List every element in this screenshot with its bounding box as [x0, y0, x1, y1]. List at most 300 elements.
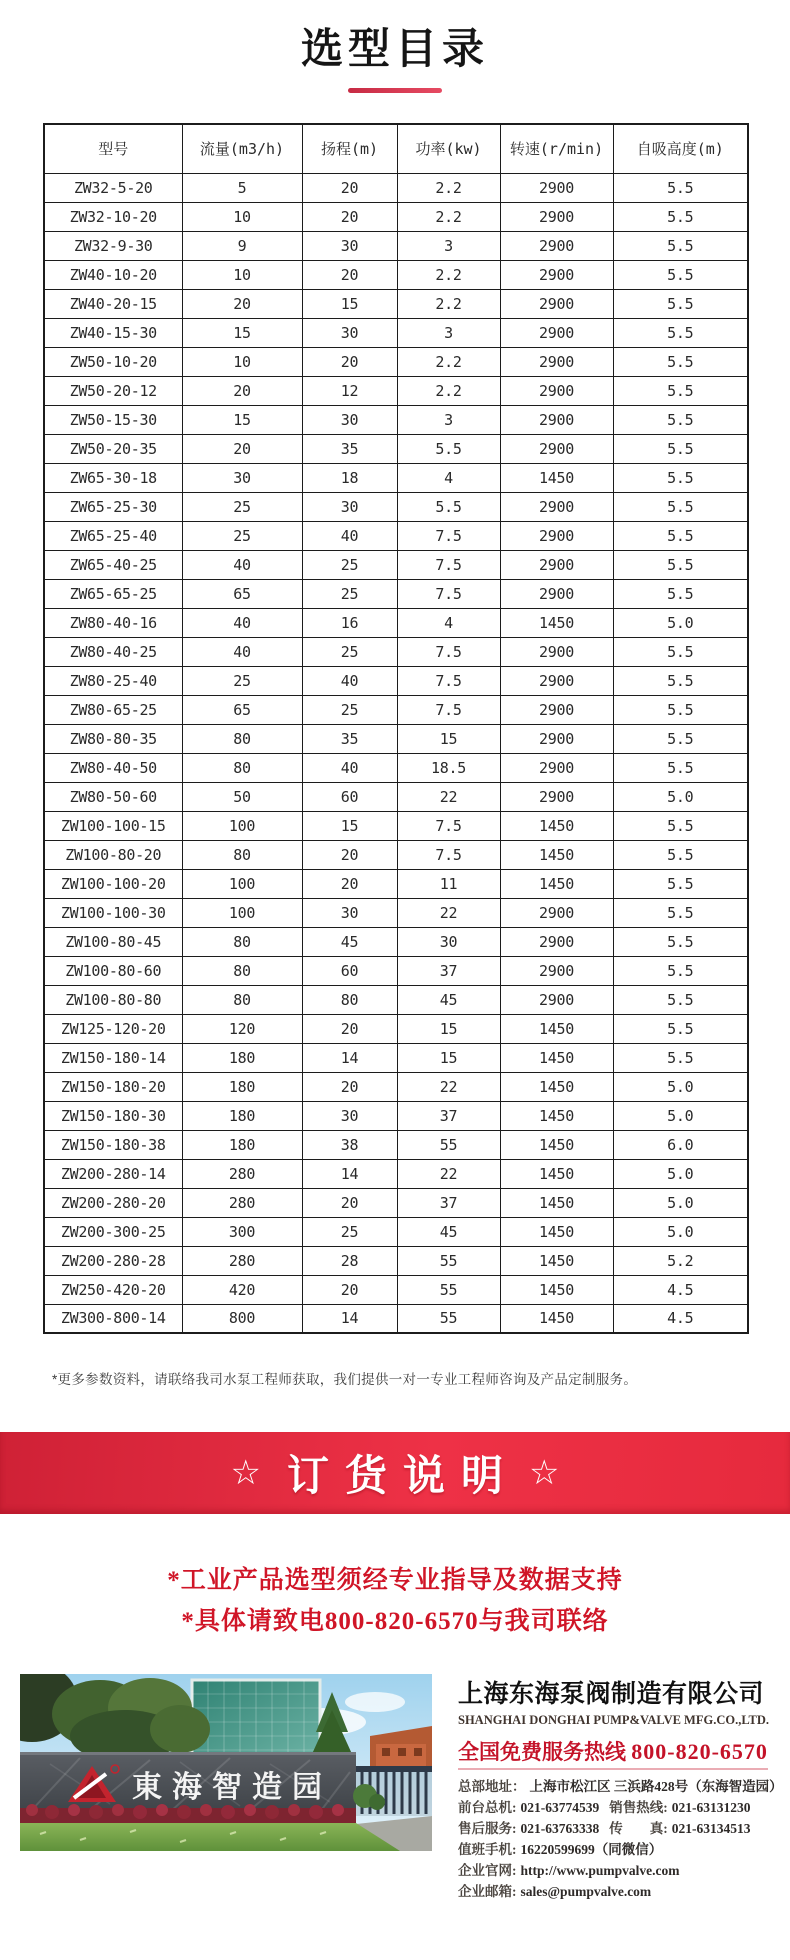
table-row: [44, 434, 748, 463]
cell-value: 50: [182, 782, 302, 811]
cell-value: 5.5: [613, 318, 748, 347]
cell-value: 5.5: [613, 463, 748, 492]
table-row: [44, 1246, 748, 1275]
cell-model: ZW80-40-50: [44, 753, 182, 782]
cell-value: 30: [397, 927, 500, 956]
cell-value: 55: [397, 1130, 500, 1159]
table-row: [44, 1072, 748, 1101]
cell-value: 4.5: [613, 1275, 748, 1304]
cell-value: 2900: [500, 666, 613, 695]
cell-value: 7.5: [397, 811, 500, 840]
star-icon: ☆: [230, 1454, 261, 1492]
cell-value: 28: [302, 1246, 397, 1275]
cell-value: 12: [302, 376, 397, 405]
contact-value: 021-63763338: [520, 1821, 600, 1836]
cell-value: 1450: [500, 1130, 613, 1159]
cell-value: 1450: [500, 1217, 613, 1246]
cell-value: 20: [302, 840, 397, 869]
cell-value: 80: [182, 956, 302, 985]
cell-value: 20: [302, 260, 397, 289]
cell-model: ZW100-100-20: [44, 869, 182, 898]
table-row: [44, 666, 748, 695]
cell-value: 180: [182, 1043, 302, 1072]
cell-value: 30: [302, 492, 397, 521]
cell-model: ZW80-65-25: [44, 695, 182, 724]
cell-model: ZW200-280-14: [44, 1159, 182, 1188]
cell-value: 5.5: [613, 434, 748, 463]
table-footnote: *更多参数资料，请联络我司水泵工程师获取，我们提供一对一专业工程师咨询及产品定制服务。: [52, 1372, 638, 1387]
cell-value: 40: [302, 753, 397, 782]
cell-value: 100: [182, 898, 302, 927]
service-hotline: [458, 1736, 768, 1770]
order-banner: [0, 1432, 790, 1514]
cell-value: 5.5: [613, 956, 748, 985]
selection-table-wrap: [43, 123, 747, 1334]
cell-value: 1450: [500, 1275, 613, 1304]
cell-value: 1450: [500, 608, 613, 637]
cell-value: 1450: [500, 1188, 613, 1217]
cell-value: 20: [182, 434, 302, 463]
cell-value: 15: [397, 724, 500, 753]
cell-model: ZW200-280-28: [44, 1246, 182, 1275]
cell-value: 100: [182, 869, 302, 898]
cell-value: 5.0: [613, 1188, 748, 1217]
cell-value: 5.5: [613, 840, 748, 869]
cell-value: 5.5: [613, 347, 748, 376]
cell-value: 5.5: [397, 434, 500, 463]
cell-value: 5.5: [613, 202, 748, 231]
cell-value: 40: [182, 608, 302, 637]
cell-value: 25: [302, 637, 397, 666]
cell-value: 2.2: [397, 202, 500, 231]
cell-value: 1450: [500, 1101, 613, 1130]
cell-value: 20: [302, 202, 397, 231]
company-photo: [20, 1674, 432, 1851]
cell-value: 15: [182, 405, 302, 434]
cell-model: ZW80-50-60: [44, 782, 182, 811]
cell-value: 10: [182, 260, 302, 289]
contact-value[interactable]: http://www.pumpvalve.com: [520, 1863, 680, 1878]
cell-value: 20: [302, 173, 397, 202]
company-name-en: SHANGHAI DONGHAI PUMP&VALVE MFG.CO.,LTD.: [458, 1713, 770, 1727]
cell-value: 2900: [500, 260, 613, 289]
cell-value: 5.5: [613, 1014, 748, 1043]
cell-model: ZW32-10-20: [44, 202, 182, 231]
column-header: 型号: [44, 124, 182, 173]
cell-value: 2900: [500, 550, 613, 579]
cell-value: 1450: [500, 1014, 613, 1043]
cell-value: 14: [302, 1043, 397, 1072]
cell-value: 5.0: [613, 1217, 748, 1246]
cell-value: 25: [302, 695, 397, 724]
cell-value: 2900: [500, 376, 613, 405]
cell-value: 45: [302, 927, 397, 956]
cell-value: 2900: [500, 434, 613, 463]
contact-value[interactable]: sales@pumpvalve.com: [520, 1884, 652, 1899]
cell-model: ZW200-300-25: [44, 1217, 182, 1246]
hotline-number: 800-820-6570: [631, 1739, 768, 1764]
cell-value: 300: [182, 1217, 302, 1246]
contact-label: 值班手机:: [458, 1842, 517, 1857]
cell-value: 5.5: [613, 260, 748, 289]
cell-value: 11: [397, 869, 500, 898]
cell-value: 3: [397, 318, 500, 347]
contact-label2: 销售热线:: [609, 1800, 668, 1815]
cell-value: 7.5: [397, 579, 500, 608]
table-row: [44, 608, 748, 637]
cell-value: 25: [302, 579, 397, 608]
cell-value: 420: [182, 1275, 302, 1304]
cell-value: 2900: [500, 782, 613, 811]
cell-value: 180: [182, 1101, 302, 1130]
cell-value: 1450: [500, 463, 613, 492]
cell-value: 2900: [500, 202, 613, 231]
table-row: [44, 579, 748, 608]
cell-value: 25: [302, 1217, 397, 1246]
cell-value: 1450: [500, 1072, 613, 1101]
cell-value: 37: [397, 956, 500, 985]
cell-model: ZW100-80-60: [44, 956, 182, 985]
cell-value: 5.5: [613, 231, 748, 260]
star-icon: ☆: [529, 1454, 560, 1492]
cell-value: 1450: [500, 1159, 613, 1188]
contact-line: [458, 1839, 780, 1860]
company-name: 上海东海泵阀制造有限公司: [458, 1680, 765, 1708]
cell-model: ZW32-9-30: [44, 231, 182, 260]
cell-value: 2900: [500, 927, 613, 956]
cell-value: 45: [397, 1217, 500, 1246]
cell-value: 5.5: [397, 492, 500, 521]
cell-value: 2900: [500, 405, 613, 434]
cell-model: ZW80-80-35: [44, 724, 182, 753]
cell-value: 7.5: [397, 695, 500, 724]
cell-model: ZW40-20-15: [44, 289, 182, 318]
column-header: 扬程(m): [302, 124, 397, 173]
cell-value: 5.5: [613, 376, 748, 405]
cell-model: ZW50-10-20: [44, 347, 182, 376]
cell-value: 25: [182, 521, 302, 550]
table-header-row: [44, 124, 748, 173]
contact-value: 021-63774539: [520, 1800, 600, 1815]
wall-text: 東海智造园: [132, 1771, 332, 1804]
cell-value: 10: [182, 202, 302, 231]
cell-value: 65: [182, 695, 302, 724]
cell-value: 37: [397, 1101, 500, 1130]
cell-value: 5.5: [613, 695, 748, 724]
contact-label2: 传 真:: [609, 1821, 668, 1836]
cell-value: 2.2: [397, 289, 500, 318]
cell-value: 30: [302, 405, 397, 434]
cell-value: 100: [182, 811, 302, 840]
cell-value: 280: [182, 1188, 302, 1217]
column-header: 流量(m3/h): [182, 124, 302, 173]
cell-value: 18: [302, 463, 397, 492]
table-row: [44, 1130, 748, 1159]
cell-model: ZW50-15-30: [44, 405, 182, 434]
cell-value: 25: [182, 492, 302, 521]
cell-value: 5.5: [613, 289, 748, 318]
table-row: [44, 753, 748, 782]
cell-value: 7.5: [397, 666, 500, 695]
cell-model: ZW300-800-14: [44, 1304, 182, 1333]
cell-model: ZW65-40-25: [44, 550, 182, 579]
contact-value: 16220599699（同微信）: [520, 1842, 663, 1857]
cell-value: 30: [182, 463, 302, 492]
cell-model: ZW40-10-20: [44, 260, 182, 289]
cell-value: 2900: [500, 579, 613, 608]
cell-model: ZW100-100-30: [44, 898, 182, 927]
cell-value: 65: [182, 579, 302, 608]
table-row: [44, 724, 748, 753]
cell-value: 2900: [500, 318, 613, 347]
cell-value: 14: [302, 1159, 397, 1188]
cell-value: 40: [302, 521, 397, 550]
contact-value: 上海市松江区 三浜路428号（东海智造园）: [529, 1779, 783, 1794]
cell-value: 280: [182, 1246, 302, 1275]
cell-value: 20: [182, 289, 302, 318]
contact-label: 前台总机:: [458, 1800, 517, 1815]
table-row: [44, 695, 748, 724]
cell-value: 38: [302, 1130, 397, 1159]
cell-value: 5.2: [613, 1246, 748, 1275]
cell-value: 120: [182, 1014, 302, 1043]
cell-model: ZW80-25-40: [44, 666, 182, 695]
table-row: [44, 956, 748, 985]
cell-value: 37: [397, 1188, 500, 1217]
cell-value: 5.5: [613, 985, 748, 1014]
table-row: [44, 463, 748, 492]
cell-model: ZW100-80-80: [44, 985, 182, 1014]
table-row: [44, 202, 748, 231]
cell-value: 40: [182, 637, 302, 666]
order-note-line: *具体请致电800-820-6570与我司联络: [181, 1608, 609, 1635]
cell-value: 5.5: [613, 579, 748, 608]
cell-value: 20: [302, 1014, 397, 1043]
cell-value: 7.5: [397, 637, 500, 666]
table-row: [44, 260, 748, 289]
table-row: [44, 1304, 748, 1333]
cell-value: 80: [182, 927, 302, 956]
cell-value: 35: [302, 434, 397, 463]
cell-value: 55: [397, 1275, 500, 1304]
cell-value: 5.0: [613, 1101, 748, 1130]
cell-model: ZW65-65-25: [44, 579, 182, 608]
cell-value: 2900: [500, 231, 613, 260]
cell-value: 2900: [500, 289, 613, 318]
cell-value: 80: [182, 753, 302, 782]
cell-value: 55: [397, 1246, 500, 1275]
cell-model: ZW65-25-40: [44, 521, 182, 550]
cell-model: ZW125-120-20: [44, 1014, 182, 1043]
cell-value: 5.5: [613, 173, 748, 202]
table-row: [44, 1014, 748, 1043]
cell-value: 15: [397, 1043, 500, 1072]
photo-gate: [353, 1766, 432, 1816]
table-row: [44, 289, 748, 318]
hotline-label: 全国免费服务热线: [458, 1740, 626, 1764]
cell-model: ZW100-100-15: [44, 811, 182, 840]
cell-value: 1450: [500, 1304, 613, 1333]
cell-value: 60: [302, 782, 397, 811]
cell-value: 1450: [500, 811, 613, 840]
cell-value: 4: [397, 608, 500, 637]
column-header: 转速(r/min): [500, 124, 613, 173]
table-row: [44, 869, 748, 898]
table-row: [44, 173, 748, 202]
cell-value: 18.5: [397, 753, 500, 782]
cell-value: 20: [302, 869, 397, 898]
cell-value: 5.5: [613, 927, 748, 956]
cell-value: 3: [397, 405, 500, 434]
cell-value: 800: [182, 1304, 302, 1333]
cell-model: ZW50-20-35: [44, 434, 182, 463]
cell-value: 2.2: [397, 173, 500, 202]
cell-value: 1450: [500, 869, 613, 898]
cell-value: 2900: [500, 753, 613, 782]
cell-value: 1450: [500, 840, 613, 869]
contact-line: [458, 1797, 780, 1818]
contact-label: 企业邮箱:: [458, 1884, 517, 1899]
cell-value: 5.5: [613, 869, 748, 898]
table-row: [44, 318, 748, 347]
cell-value: 35: [302, 724, 397, 753]
cell-value: 2900: [500, 173, 613, 202]
table-row: [44, 1101, 748, 1130]
cell-value: 5.5: [613, 405, 748, 434]
cell-value: 5.0: [613, 782, 748, 811]
cell-value: 2900: [500, 956, 613, 985]
cell-value: 4.5: [613, 1304, 748, 1333]
contact-line: [458, 1818, 780, 1839]
cell-value: 1450: [500, 1043, 613, 1072]
table-row: [44, 550, 748, 579]
contact-label: 企业官网:: [458, 1863, 517, 1878]
table-row: [44, 898, 748, 927]
cell-model: ZW65-25-30: [44, 492, 182, 521]
table-row: [44, 347, 748, 376]
cell-value: 15: [302, 811, 397, 840]
cell-value: 5.5: [613, 753, 748, 782]
cell-value: 5.5: [613, 550, 748, 579]
cell-value: 60: [302, 956, 397, 985]
cell-value: 22: [397, 1159, 500, 1188]
table-row: [44, 985, 748, 1014]
cell-value: 5.5: [613, 811, 748, 840]
cell-value: 25: [182, 666, 302, 695]
contact-line: [458, 1881, 780, 1902]
cell-value: 80: [182, 840, 302, 869]
cell-value: 5.5: [613, 666, 748, 695]
cell-value: 15: [182, 318, 302, 347]
cell-value: 30: [302, 318, 397, 347]
contact-lines: [458, 1776, 783, 1902]
cell-model: ZW200-280-20: [44, 1188, 182, 1217]
cell-model: ZW100-80-45: [44, 927, 182, 956]
cell-value: 3: [397, 231, 500, 260]
cell-value: 25: [302, 550, 397, 579]
cell-value: 2900: [500, 695, 613, 724]
table-row: [44, 782, 748, 811]
cell-value: 22: [397, 1072, 500, 1101]
cell-value: 20: [302, 347, 397, 376]
order-banner-title: 订货说明: [286, 1452, 519, 1499]
contact-value2: 021-63134513: [671, 1821, 751, 1836]
order-note-line: *工业产品选型须经专业指导及数据支持: [167, 1567, 623, 1594]
table-row: [44, 231, 748, 260]
cell-value: 5.0: [613, 1072, 748, 1101]
cell-value: 5: [182, 173, 302, 202]
contact-label: 售后服务:: [458, 1821, 517, 1836]
cell-model: ZW32-5-20: [44, 173, 182, 202]
cell-value: 5.0: [613, 608, 748, 637]
cell-value: 9: [182, 231, 302, 260]
cell-value: 20: [182, 376, 302, 405]
table-row: [44, 811, 748, 840]
cell-model: ZW80-40-25: [44, 637, 182, 666]
cell-model: ZW40-15-30: [44, 318, 182, 347]
table-row: [44, 927, 748, 956]
cell-value: 2900: [500, 521, 613, 550]
title-underline: [348, 88, 442, 93]
cell-value: 5.5: [613, 521, 748, 550]
table-row: [44, 405, 748, 434]
cell-value: 7.5: [397, 550, 500, 579]
cell-value: 80: [182, 724, 302, 753]
cell-value: 45: [397, 985, 500, 1014]
cell-value: 5.5: [613, 1043, 748, 1072]
table-row: [44, 521, 748, 550]
cell-model: ZW100-80-20: [44, 840, 182, 869]
cell-value: 180: [182, 1130, 302, 1159]
column-header: 自吸高度(m): [613, 124, 748, 173]
cell-value: 2.2: [397, 260, 500, 289]
table-row: [44, 840, 748, 869]
cell-value: 80: [182, 985, 302, 1014]
cell-value: 280: [182, 1159, 302, 1188]
cell-value: 180: [182, 1072, 302, 1101]
table-row: [44, 1217, 748, 1246]
cell-model: ZW65-30-18: [44, 463, 182, 492]
cell-value: 10: [182, 347, 302, 376]
cell-value: 15: [302, 289, 397, 318]
table-row: [44, 376, 748, 405]
cell-value: 40: [182, 550, 302, 579]
cell-value: 2.2: [397, 347, 500, 376]
table-row: [44, 1043, 748, 1072]
cell-value: 2.2: [397, 376, 500, 405]
cell-value: 22: [397, 782, 500, 811]
order-notes: [0, 1560, 790, 1642]
company-info: [458, 1674, 783, 1902]
cell-value: 4: [397, 463, 500, 492]
cell-model: ZW150-180-20: [44, 1072, 182, 1101]
cell-value: 2900: [500, 724, 613, 753]
cell-value: 5.5: [613, 492, 748, 521]
cell-value: 40: [302, 666, 397, 695]
cell-value: 55: [397, 1304, 500, 1333]
cell-value: 30: [302, 231, 397, 260]
cell-value: 2900: [500, 492, 613, 521]
cell-value: 5.0: [613, 1159, 748, 1188]
table-row: [44, 492, 748, 521]
cell-model: ZW150-180-38: [44, 1130, 182, 1159]
cell-model: ZW150-180-30: [44, 1101, 182, 1130]
table-row: [44, 1275, 748, 1304]
cell-value: 6.0: [613, 1130, 748, 1159]
cell-value: 1450: [500, 1246, 613, 1275]
cell-value: 2900: [500, 637, 613, 666]
cell-value: 16: [302, 608, 397, 637]
